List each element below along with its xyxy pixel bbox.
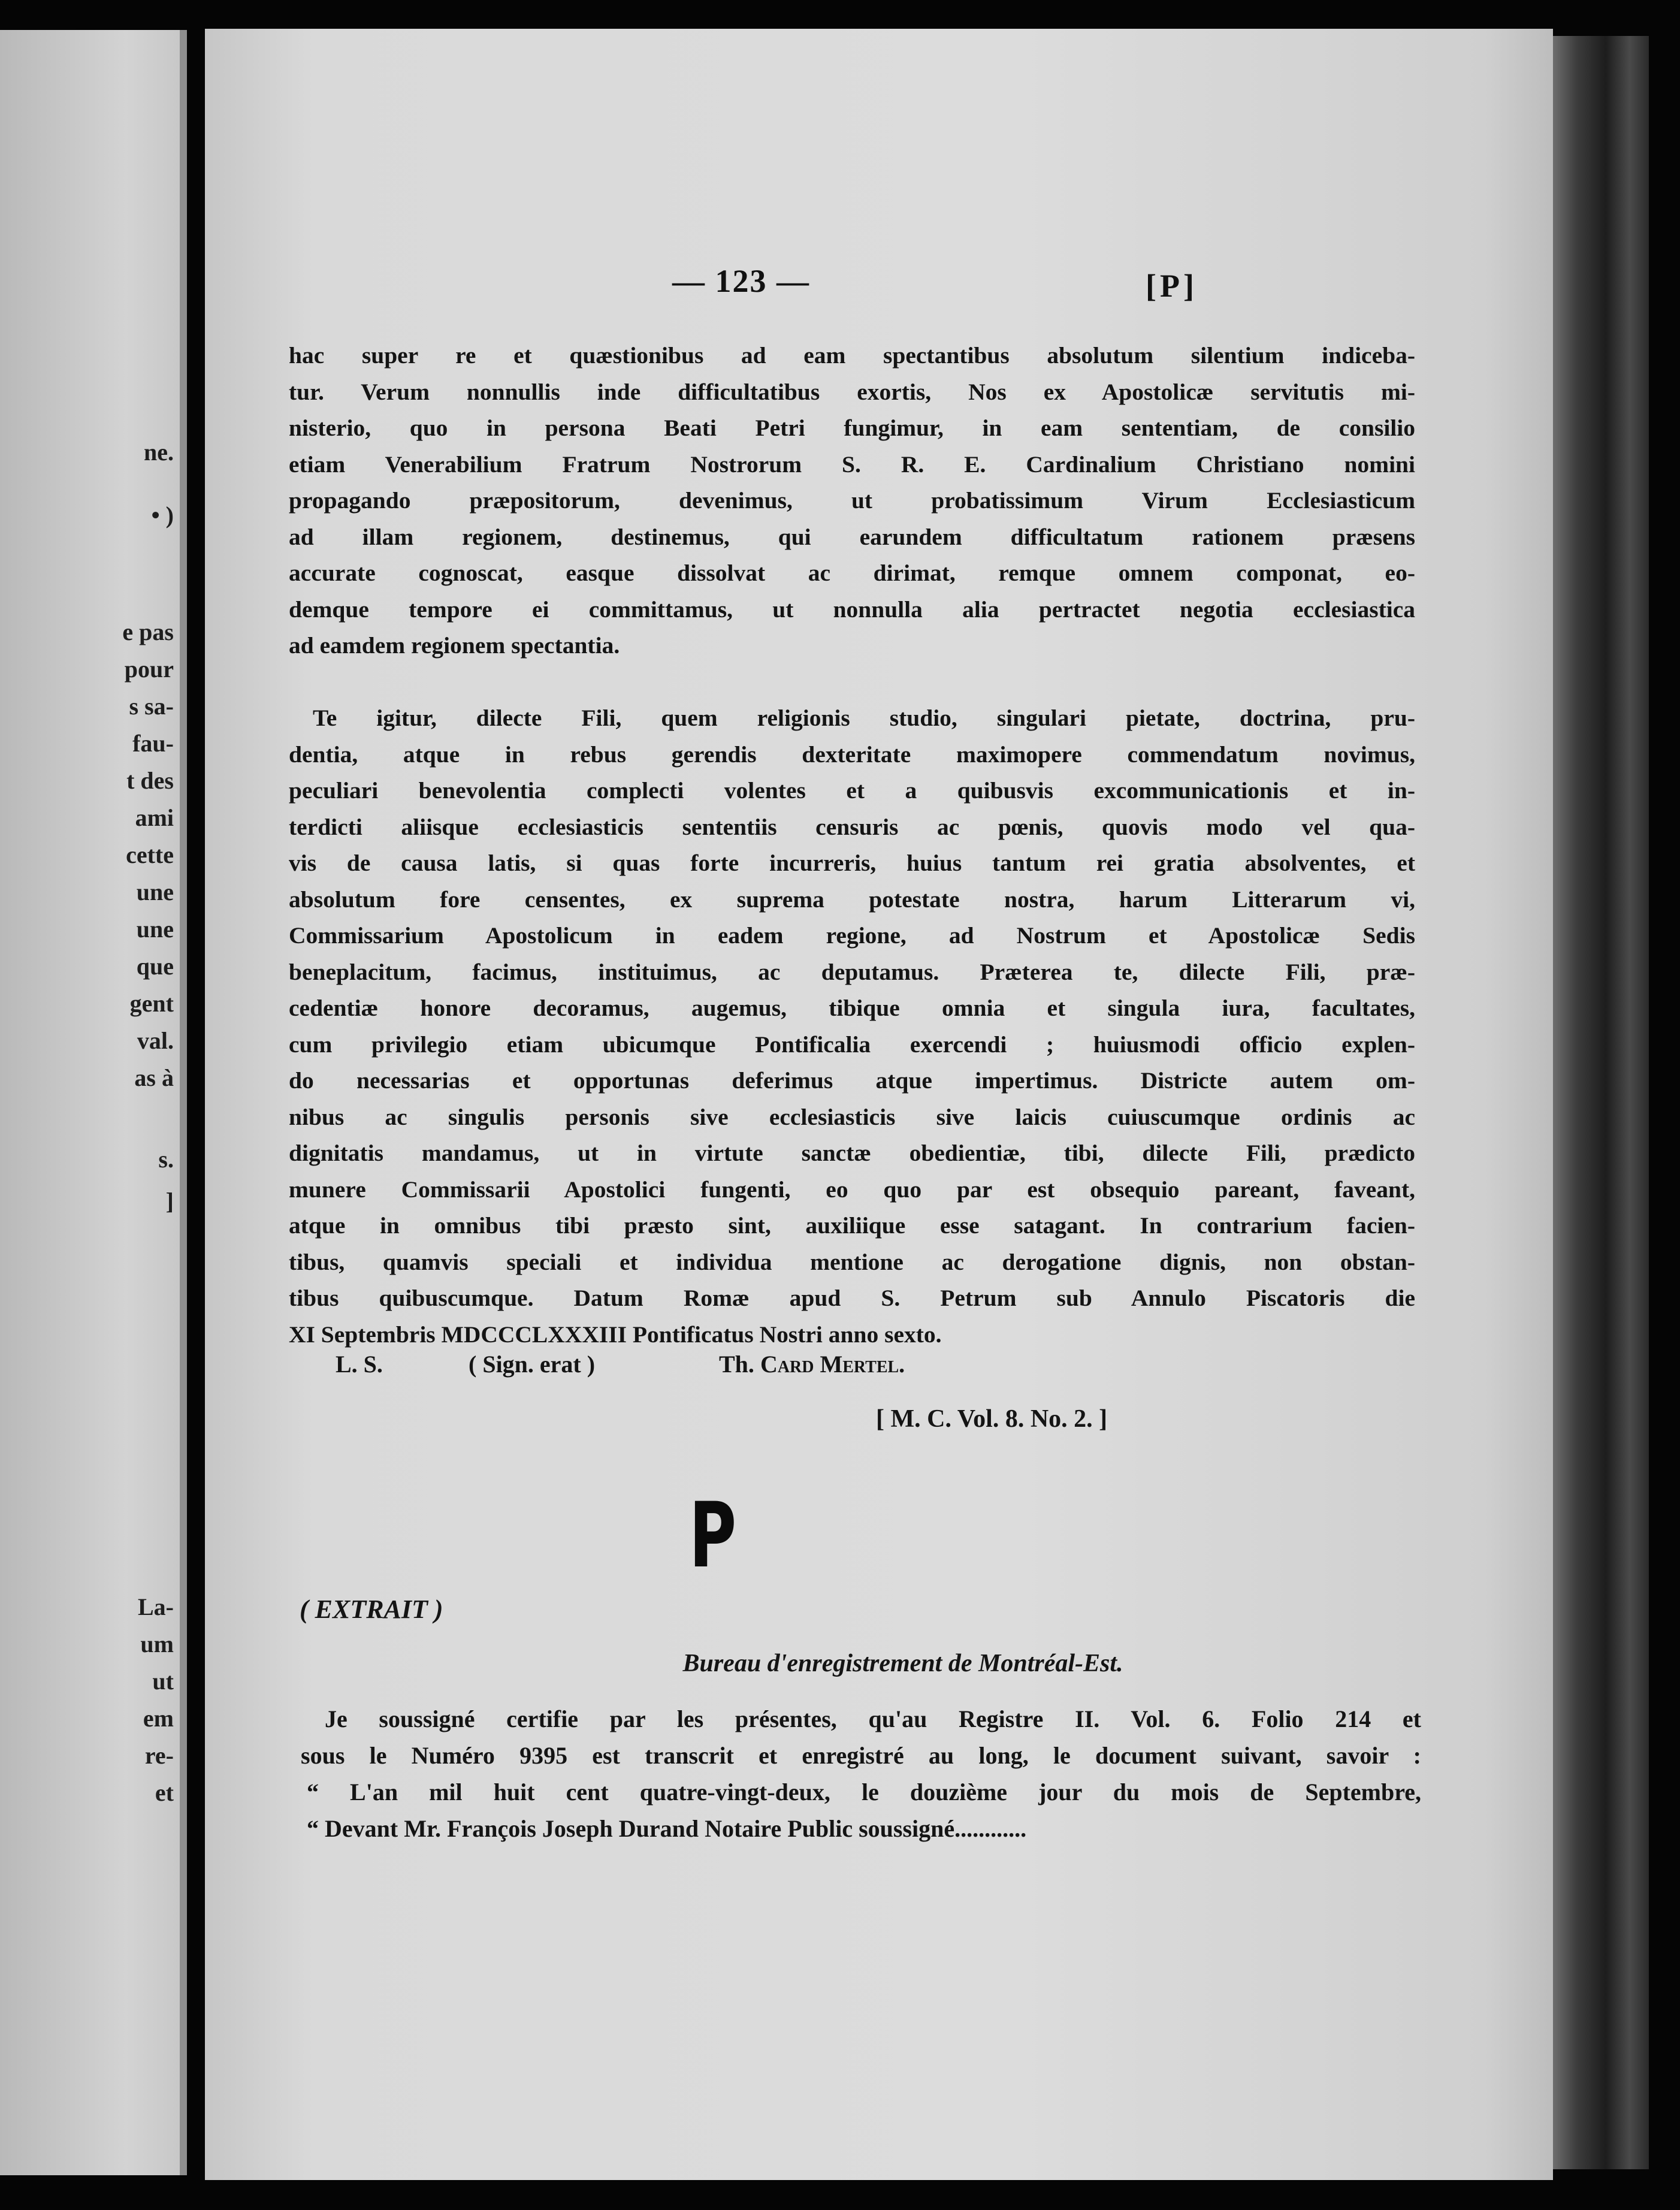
left-fragment: • ) <box>151 502 174 529</box>
text-line: tibus, quamvis speciali et individua mentione ac derogatione dignis, non obstan- <box>289 1248 1415 1275</box>
latin-paragraph-1 <box>289 337 1415 664</box>
text-line: dignitatis mandamus, ut in virtute sanctæ obedientiæ, tibi, dilecte Fili, prædicto <box>289 1140 1415 1166</box>
text-line: beneplacitum, facimus, instituimus, ac deputamus. Præterea te, dilecte Fili, præ- <box>289 958 1415 985</box>
text-line: vis de causa latis, si quas forte incurreris, huius tantum rei gratia absolventes, et <box>289 850 1415 876</box>
left-fragment: re- <box>144 1742 174 1769</box>
left-fragment: e pas <box>122 618 174 645</box>
text-line: cum privilegio etiam ubicumque Pontificalia exercendi ; huiusmodi officio explen- <box>289 1031 1415 1058</box>
left-fragment: ami <box>135 804 174 831</box>
paragraph <box>289 337 1415 664</box>
left-fragment: s. <box>158 1146 174 1173</box>
left-fragment: em <box>143 1705 174 1732</box>
text-line: Commissarium Apostolicum in eadem regione, ad Nostrum et Apostolicæ Sedis <box>289 922 1415 949</box>
left-fragment: ] <box>165 1188 174 1215</box>
text-line: hac super re et quæstionibus ad eam spectantibus absolutum silentium indiceba- <box>289 342 1415 369</box>
text-line: munere Commissarii Apostolici fungenti, eo quo par est obsequio pareant, faveant, <box>289 1176 1415 1203</box>
text-line: nibus ac singulis personis sive ecclesiasticis sive laicis cuiuscumque ordinis ac <box>289 1103 1415 1130</box>
text-line: ad illam regionem, destinemus, qui earundem difficultatum rationem præsens <box>289 523 1415 550</box>
text-line: absolutum fore censentes, ex suprema potestate nostra, harum Litterarum vi, <box>289 886 1415 913</box>
text-line: do necessarias et opportunas deferimus atque impertimus. Districte autem om- <box>289 1067 1415 1094</box>
text-line: Je soussigné certifie par les présentes, qu'au Registre II. Vol. 6. Folio 214 et <box>325 1705 1421 1732</box>
text-line: tibus quibuscumque. Datum Romæ apud S. Petrum sub Annulo Piscatoris die <box>289 1285 1415 1311</box>
text-line: atque in omnibus tibi præsto sint, auxiliique esse satagant. In contrarium facien- <box>289 1212 1415 1239</box>
citation: [ M. C. Vol. 8. No. 2. ] <box>876 1405 1108 1433</box>
page-header <box>205 262 1553 310</box>
section-mark: [P] <box>1146 268 1198 304</box>
left-fragment: t des <box>126 767 174 794</box>
text-line: demque tempore ei committamus, ut nonnulla alia pertractet negotia ecclesiastica <box>289 596 1415 623</box>
signatory <box>719 1350 905 1378</box>
left-fragment: ne. <box>144 439 174 466</box>
text-line: accurate cognoscat, easque dissolvat ac dirimat, remque omnem componat, eo- <box>289 560 1415 586</box>
seal-mark: L. S. <box>336 1351 383 1378</box>
left-page-edge <box>0 30 187 2175</box>
signature-note: ( Sign. erat ) <box>469 1351 596 1378</box>
text-line: peculiari benevolentia complecti volentes et a quibusvis excommunicationis et in- <box>289 777 1415 804</box>
section-letter: P <box>689 1484 737 1588</box>
text-line: nisterio, quo in persona Beati Petri fungimur, in eam sententiam, de consilio <box>289 415 1415 441</box>
text-line: Te igitur, dilecte Fili, quem religionis studio, singulari pietate, doctrina, pru- <box>313 705 1415 731</box>
left-fragment: La- <box>138 1593 174 1620</box>
left-fragment: une <box>136 878 174 905</box>
text-line: etiam Venerabilium Fratrum Nostrorum S. R. E. Cardinalium Christiano nomini <box>289 451 1415 478</box>
left-fragment: ut <box>152 1668 174 1695</box>
left-fragment: val. <box>137 1027 174 1054</box>
paragraph <box>289 700 1415 1352</box>
text-line: propagando præpositorum, devenimus, ut probatissimum Virum Ecclesiasticum <box>289 487 1415 514</box>
text-line: cedentiæ honore decoramus, augemus, tibique omnia et singula iura, facultates, <box>289 995 1415 1021</box>
book-spine <box>1553 36 1649 2169</box>
left-fragment: as à <box>134 1064 174 1091</box>
text-line: “ Devant Mr. François Joseph Durand Notaire Public soussigné............ <box>307 1815 1027 1842</box>
text-line: terdicti aliisque ecclesiasticis sententiis censuris ac pœnis, quovis modo vel qua- <box>289 813 1415 840</box>
signature-line <box>205 1350 1553 1386</box>
left-fragment: et <box>155 1779 174 1806</box>
left-fragment: pour <box>124 656 174 683</box>
text-line: dentia, atque in rebus gerendis dexteritate maximopere commendatum novimus, <box>289 741 1415 768</box>
page-number: — 123 — <box>672 263 810 299</box>
document-page <box>205 29 1553 2180</box>
french-text <box>301 1701 1421 1847</box>
signatory-name: Card Mertel. <box>760 1351 905 1378</box>
text-line: XI Septembris MDCCCLXXXIII Pontificatus Nostri anno sexto. <box>289 1321 942 1348</box>
text-line: sous le Numéro 9395 est transcrit et enregistré au long, le document suivant, savoir : <box>301 1742 1421 1769</box>
text-line: tur. Verum nonnullis inde difficultatibus exortis, Nos ex Apostolicæ servitutis mi- <box>289 378 1415 405</box>
left-fragment: gent <box>129 990 174 1017</box>
left-fragment: une <box>136 916 174 943</box>
left-fragment: cette <box>126 841 174 868</box>
left-fragment: s sa- <box>129 693 174 720</box>
bureau-heading: Bureau d'enregistrement de Montréal-Est. <box>682 1650 1123 1677</box>
left-fragment: um <box>140 1631 174 1658</box>
text-line: ad eamdem regionem spectantia. <box>289 632 620 659</box>
signatory-prefix: Th. <box>719 1351 754 1378</box>
left-fragment: fau- <box>132 730 174 757</box>
extrait-heading: ( EXTRAIT ) <box>300 1595 443 1624</box>
latin-paragraph-2 <box>289 700 1415 1352</box>
text-line: “ L'an mil huit cent quatre-vingt-deux, le douzième jour du mois de Septembre, <box>307 1779 1421 1806</box>
left-fragment: que <box>136 953 174 980</box>
